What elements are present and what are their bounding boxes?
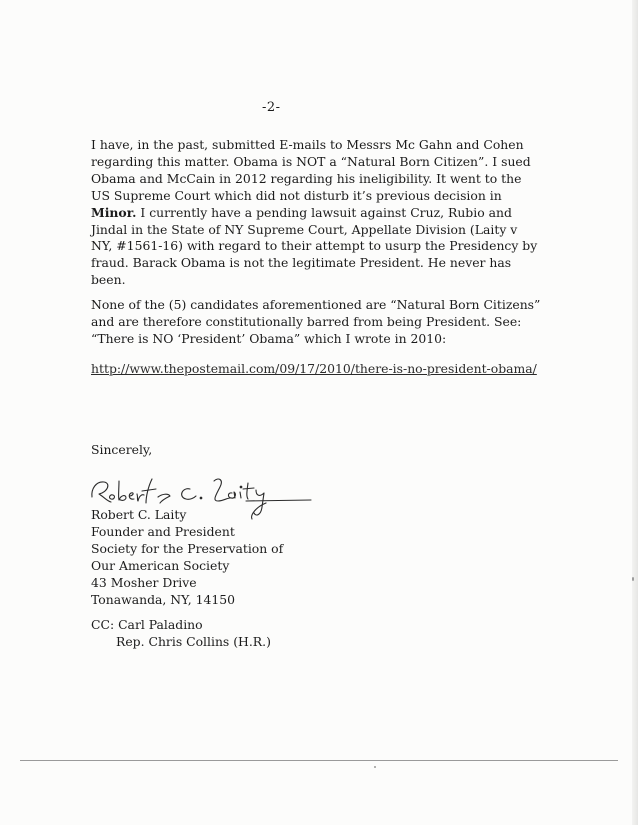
bold-case-name: Minor. (91, 204, 137, 220)
organization-line: Our American Society (91, 557, 230, 573)
paragraph-2-line: None of the (5) candidates aforementioned are “Natural Born Citizens” (91, 297, 541, 312)
paragraph-1-line-with-bold (91, 205, 561, 222)
scan-edge (632, 0, 638, 825)
paragraph-1-line: fraud. Barack Obama is not the legitimate President. He never has (91, 255, 512, 271)
scan-bottom-line (20, 760, 618, 761)
paragraph-1-line: NY, #1561-16) with regard to their attempt to usurp the Presidency by (91, 238, 538, 254)
paragraph-1-line: been. (91, 272, 126, 288)
paragraph-1-line-rest: I currently have a pending lawsuit against Cruz, Rubio and (140, 204, 512, 220)
paragraph-1-line: Jindal in the State of NY Supreme Court, Appellate Division (Laity v (91, 221, 518, 237)
scan-speck (632, 577, 634, 581)
paragraph-1-line: US Supreme Court which did not disturb it’s previous decision in (91, 187, 502, 203)
scan-speck (374, 766, 376, 768)
paragraph-1-line: I have, in the past, submitted E-mails to Messrs Mc Gahn and Cohen (91, 137, 524, 152)
signature-block (91, 507, 283, 608)
closing-salutation: Sincerely, (91, 442, 153, 457)
paragraph-2-line: “There is NO ‘President’ Obama” which I wrote in 2010: (91, 330, 447, 346)
address-street: 43 Mosher Drive (91, 574, 197, 590)
paragraph-2 (91, 297, 561, 348)
paragraph-1-line: Obama and McCain in 2012 regarding his ineligibility. It went to the (91, 170, 522, 186)
paragraph-2-line: and are therefore constitutionally barred from being President. See: (91, 313, 522, 329)
signer-name: Robert C. Laity (91, 507, 187, 522)
paragraph-1-line: regarding this matter. Obama is NOT a “Natural Born Citizen”. I sued (91, 153, 531, 169)
paragraph-1 (91, 137, 561, 289)
page-number: -2- (262, 100, 281, 115)
address-city: Tonawanda, NY, 14150 (91, 591, 236, 607)
cc-recipient: Rep. Chris Collins (H.R.) (116, 633, 271, 649)
article-link[interactable]: http://www.thepostemail.com/09/17/2010/there-is-no-president-obama/ (91, 361, 537, 376)
signer-title: Founder and President (91, 523, 235, 539)
cc-list (91, 617, 271, 651)
organization-line: Society for the Preservation of (91, 540, 284, 556)
cc-recipient: CC: Carl Paladino (91, 617, 203, 632)
